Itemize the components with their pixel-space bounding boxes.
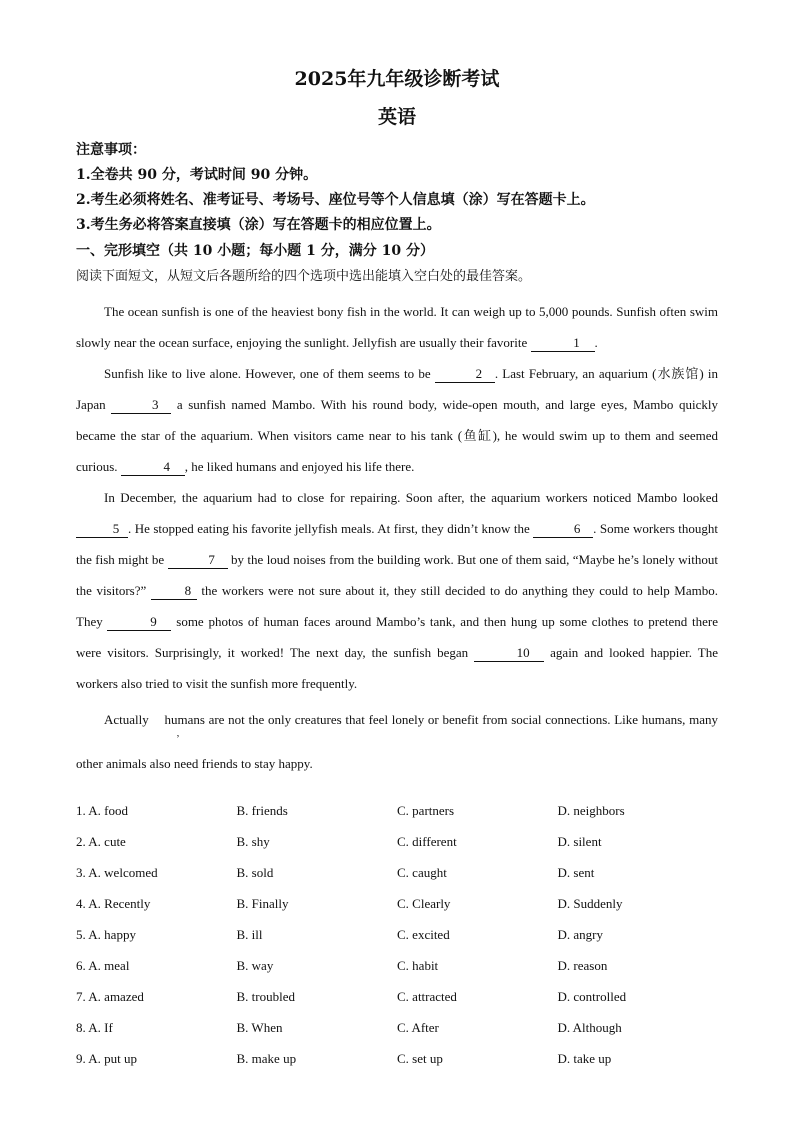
blank-8: 8 — [151, 583, 197, 600]
passage-text: the workers were not sure about it, they still decided to do anything they could to help Mambo. They — [76, 583, 718, 629]
option-6b: B. way — [236, 958, 274, 973]
passage-text: . Some workers thought the fish might be — [76, 521, 718, 567]
option-2a: 2. A. cute — [76, 834, 126, 849]
notes-section — [76, 138, 718, 238]
option-4d: D. Suddenly — [557, 896, 623, 911]
subject-title: 英语 — [377, 106, 416, 128]
option-7a: 7. A. amazed — [76, 989, 144, 1004]
option-9c: C. set up — [397, 1051, 443, 1066]
passage-text: . Last February, an aquarium (水族馆) in Japan — [76, 366, 718, 412]
blank-5: 5 — [76, 521, 128, 538]
option-4b: B. Finally — [236, 896, 289, 911]
passage-text: The ocean sunfish is one of the heaviest bony fish in the world. It can weigh up to 5,000 pounds. Sunfish often swim slowly near the ocean surface, enjoying the sunlight. Jellyfish are usually their favorite — [76, 304, 718, 350]
option-2b: B. shy — [236, 834, 270, 849]
option-row-1 — [76, 795, 718, 826]
passage-text: , he liked humans and enjoyed his life there. — [184, 459, 415, 474]
option-7c: C. attracted — [397, 989, 457, 1004]
exam-title: 2025年九年级诊断考试 — [294, 68, 500, 90]
passage-text: a sunfish named Mambo. With his round body, wide-open mouth, and large eyes, Mambo quickly became the star of the aquarium. When visitors came near to his tank (鱼缸), he would swim up to them and seemed curious. — [76, 397, 718, 474]
option-6c: C. habit — [397, 958, 439, 973]
option-3c: C. caught — [397, 865, 447, 880]
section-instruction: 阅读下面短文，从短文后各题所给的四个选项中选出能填入空白处的最佳答案。 — [76, 269, 532, 284]
notes-heading: 注意事项： — [76, 142, 146, 158]
option-9a: 9. A. put up — [76, 1051, 138, 1066]
passage-text: . He stopped eating his favorite jellyfish meals. At first, they didn’t know the — [128, 521, 534, 536]
option-9d: D. take up — [557, 1051, 612, 1066]
blank-7: 7 — [168, 552, 228, 569]
exam-page — [76, 62, 718, 1074]
blank-9: 9 — [107, 614, 171, 631]
option-row-3 — [76, 857, 718, 888]
option-3a: 3. A. welcomed — [76, 865, 158, 880]
paragraph-4 — [76, 699, 718, 785]
blank-2: 2 — [435, 366, 495, 383]
passage-text: again and looked happier. The workers also tried to visit the sunfish more frequently. — [76, 645, 718, 691]
paragraph-1 — [76, 296, 718, 358]
passage-text: humans are not the only creatures that feel lonely or benefit from social connections. Like humans, many other animals also need friends to stay happy. — [76, 712, 718, 771]
option-5b: B. ill — [236, 927, 263, 942]
blank-4: 4 — [121, 459, 185, 476]
option-8b: B. When — [236, 1020, 283, 1035]
option-8a: 8. A. If — [76, 1020, 113, 1035]
option-8c: C. After — [397, 1020, 439, 1035]
paragraph-3 — [76, 482, 718, 699]
option-1d: D. neighbors — [557, 803, 625, 818]
passage-text: Actually — [104, 712, 149, 727]
option-2d: D. silent — [557, 834, 602, 849]
passage-text: . — [594, 335, 598, 350]
option-7d: D. controlled — [557, 989, 627, 1004]
option-3d: D. sent — [557, 865, 595, 880]
note-item-1: 1.全卷共 90 分，考试时间 90 分钟。 — [76, 167, 318, 183]
passage-text: by the loud noises from the building work. But one of them said, “Maybe he’s lonely without the visitors?” — [76, 552, 718, 598]
option-row-9 — [76, 1043, 718, 1074]
option-row-8 — [76, 1012, 718, 1043]
option-8d: D. Although — [557, 1020, 622, 1035]
option-4a: 4. A. Recently — [76, 896, 151, 911]
option-4c: C. Clearly — [397, 896, 451, 911]
passage-text: some photos of human faces around Mambo’s tank, and then hung up some clothes to pretend there were visitors. Surprisingly, it worked! The next day, the sunfish began — [76, 614, 718, 660]
option-7b: B. troubled — [236, 989, 295, 1004]
option-5a: 5. A. happy — [76, 927, 136, 942]
passage-text: Sunfish like to live alone. However, one of them seems to be — [104, 366, 435, 381]
blank-3: 3 — [111, 397, 171, 414]
option-5c: C. excited — [397, 927, 450, 942]
blank-6: 6 — [533, 521, 593, 538]
option-2c: C. different — [397, 834, 457, 849]
blank-1: 1 — [531, 335, 595, 352]
option-row-5 — [76, 919, 718, 950]
note-item-3: 3.考生务必将答案直接填（涂）写在答题卡的相应位置上。 — [76, 217, 441, 233]
paragraph-2 — [76, 358, 718, 482]
option-5d: D. angry — [557, 927, 603, 942]
blank-10: 10 — [474, 645, 544, 662]
option-6a: 6. A. meal — [76, 958, 130, 973]
answer-options — [76, 795, 718, 1074]
section-heading: 一、完形填空（共 10 小题；每小题 1 分，满分 10 分） — [76, 243, 434, 259]
option-1c: C. partners — [397, 803, 455, 818]
option-3b: B. sold — [236, 865, 274, 880]
option-row-2 — [76, 826, 718, 857]
option-row-6 — [76, 950, 718, 981]
cloze-passage — [76, 296, 718, 785]
option-row-4 — [76, 888, 718, 919]
option-9b: B. make up — [236, 1051, 297, 1066]
option-1b: B. friends — [236, 803, 288, 818]
note-item-2: 2.考生必须将姓名、准考证号、考场号、座位号等个人信息填（涂）写在答题卡上。 — [76, 192, 595, 208]
passage-text: In December, the aquarium had to close for repairing. Soon after, the aquarium workers noticed Mambo looked — [104, 490, 718, 505]
option-1a: 1. A. food — [76, 803, 128, 818]
option-row-7 — [76, 981, 718, 1012]
option-6d: D. reason — [557, 958, 608, 973]
comma-mark: , — [176, 728, 180, 739]
